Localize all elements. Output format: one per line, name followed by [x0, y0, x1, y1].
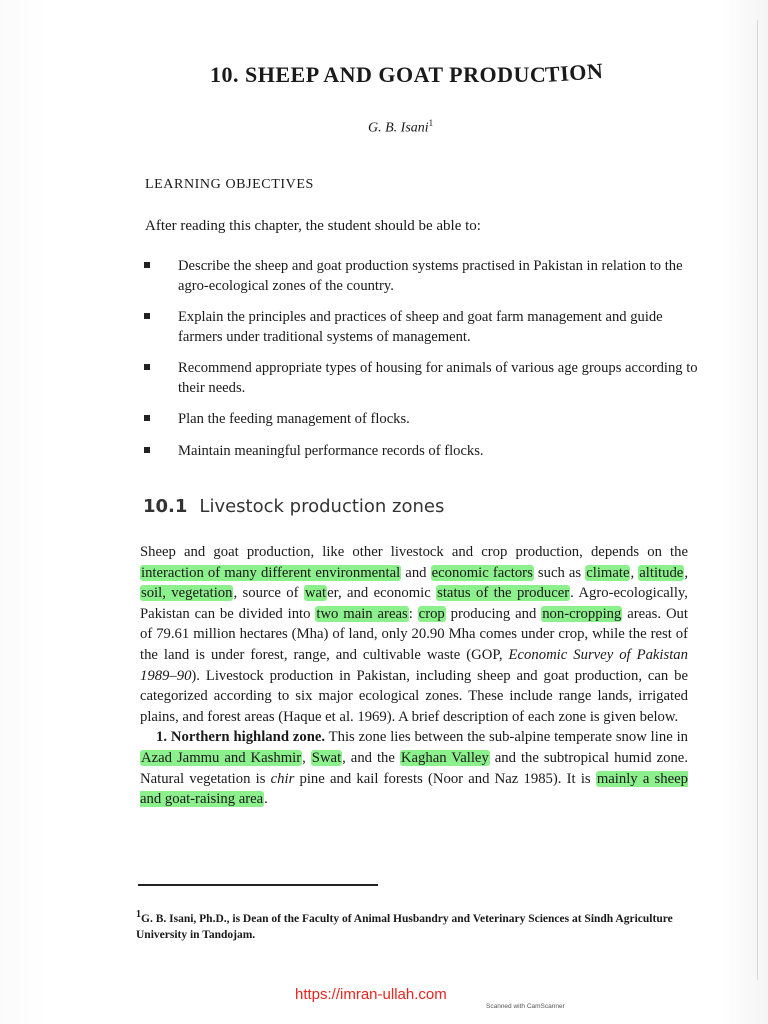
footnote-mark: 1: [136, 909, 141, 920]
highlighted-text: status of the producer: [437, 585, 570, 602]
highlighted-text: two main areas: [316, 605, 408, 622]
objective-item: [140, 307, 700, 347]
text-run: and: [401, 564, 431, 581]
scanner-credit: Scanned with CamScanner: [486, 1003, 565, 1010]
objective-text: Recommend appropriate types of housing for animals of various age groups according to their needs.: [178, 360, 698, 396]
objectives-list: [140, 256, 700, 473]
chapter-title-main: 10. SHEEP AND GOAT PRODUC: [210, 62, 547, 87]
text-run: This zone lies between the sub-alpine temperate snow line in: [325, 729, 688, 746]
highlighted-text: crop: [418, 605, 445, 622]
chapter-title-curl: TION: [544, 58, 605, 88]
author-name: [368, 118, 433, 137]
text-run: Sheep and goat production, like other livestock and crop production, depends on the: [140, 544, 688, 560]
text-run: . Agro-ecologically, Pakistan can be divided into: [140, 585, 688, 622]
bullet-icon: [144, 262, 150, 268]
text-run: , source of: [233, 585, 304, 602]
section-body: [140, 542, 688, 810]
bullet-icon: [144, 364, 150, 370]
highlighted-text: mainly a sheep and goat-raising area: [140, 770, 689, 808]
text-run: ,: [302, 749, 311, 766]
paragraph-northern-highland-zone: [140, 727, 688, 809]
bullet-icon: [144, 313, 150, 319]
text-run: producing and: [445, 605, 542, 622]
section-heading: [143, 496, 444, 517]
objective-item: [140, 256, 700, 296]
highlighted-text: soil, vegetation: [141, 585, 233, 602]
objective-item: [140, 409, 700, 429]
highlighted-text: economic factors: [431, 564, 533, 581]
text-run: .: [264, 791, 268, 808]
objective-text: Maintain meaningful performance records of flocks.: [178, 443, 484, 459]
footnote: [136, 907, 696, 943]
objective-text: Explain the principles and practices of sheep and goat farm management and guide farmers under traditional systems of management.: [178, 309, 663, 345]
page-edge-shadow: [757, 20, 758, 980]
highlighted-text: Swat: [311, 749, 342, 766]
text-run: , and the: [342, 749, 400, 766]
zone-heading: 1. Northern highland zone.: [156, 729, 326, 746]
highlighted-text: interaction of many different environmental: [141, 564, 401, 581]
paragraph-production-zones: [140, 542, 688, 727]
section-title: Livestock production zones: [199, 496, 445, 517]
text-run: such as: [533, 564, 586, 581]
italic-term: chir: [270, 770, 295, 787]
text-run: ,: [684, 564, 688, 581]
objective-text: Describe the sheep and goat production systems practised in Pakistan in relation to the agro-ecological zones of the country.: [178, 258, 683, 294]
objective-item: [140, 441, 700, 461]
text-run: ,: [630, 564, 639, 581]
text-run: areas. Out of 79.61 million hectares (Mha) of land, only 20.90 Mha comes under crop, while the rest of the land is under forest, range, and cultivable waste (GOP,: [140, 605, 688, 663]
italic-citation: Economic Survey of Pakistan 1989–90: [140, 646, 688, 684]
highlighted-text: altitude: [639, 564, 684, 581]
objective-item: [140, 358, 700, 398]
objective-text: Plan the feeding management of flocks.: [178, 411, 410, 427]
bullet-icon: [144, 415, 150, 421]
highlighted-text: Azad Jammu and Kashmir: [141, 749, 302, 766]
objectives-intro: After reading this chapter, the student should be able to:: [145, 218, 481, 234]
chapter-title: [210, 58, 670, 88]
footnote-divider: [138, 884, 378, 886]
text-run: er, and economic: [327, 585, 437, 602]
text-run: pine and kail forests (Noor and Naz 1985). It is: [294, 770, 596, 787]
text-run: and the subtropical humid zone. Natural vegetation is: [140, 749, 688, 787]
objectives-heading: LEARNING OBJECTIVES: [145, 177, 314, 192]
highlighted-text: Kaghan Valley: [400, 749, 489, 766]
author-footnote-mark: 1: [428, 118, 434, 128]
highlighted-text: wat: [304, 585, 327, 602]
highlighted-text: climate: [586, 564, 630, 581]
author-text: G. B. Isani: [368, 120, 429, 136]
watermark-link[interactable]: https://imran-ullah.com: [295, 986, 447, 1003]
section-number: 10.1: [143, 496, 188, 517]
text-run: ). Livestock production in Pakistan, including sheep and goat production, can be categorized according to six major ecological zones. These include range lands, irrigated plains, and forest areas (Haque et al. 1969). A brief description of each zone is given below.: [140, 667, 688, 725]
text-run: :: [408, 605, 418, 622]
bullet-icon: [144, 447, 150, 453]
footnote-text: G. B. Isani, Ph.D., is Dean of the Faculty of Animal Husbandry and Veterinary Sciences at Sindh Agriculture University in Tandojam.: [136, 912, 673, 941]
highlighted-text: non-cropping: [542, 605, 622, 622]
